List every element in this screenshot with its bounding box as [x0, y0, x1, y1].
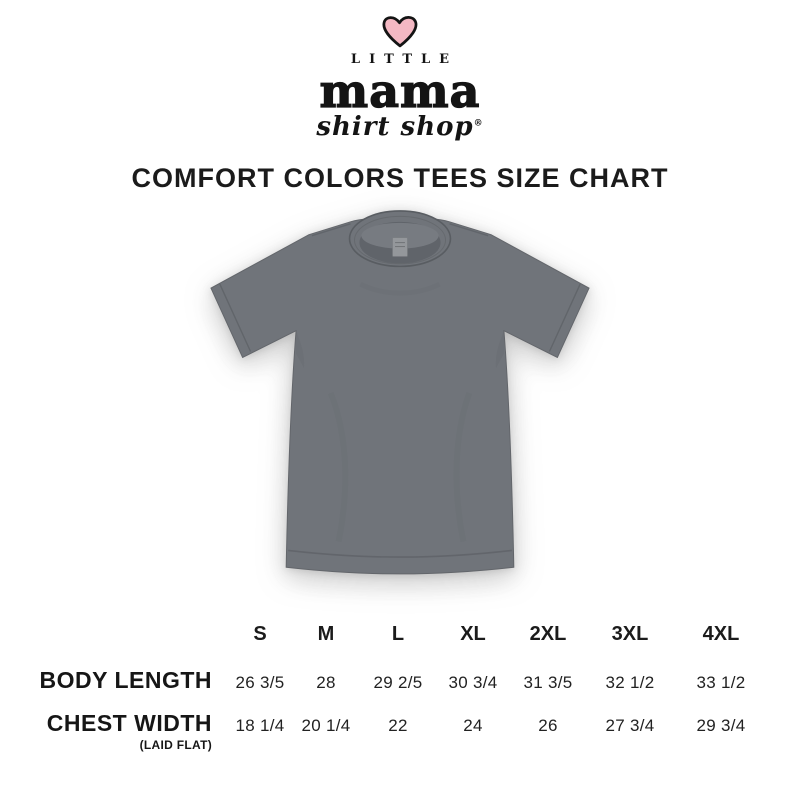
- body-length-3xl: 32 1/2: [605, 673, 655, 693]
- tshirt-photo: [0, 205, 800, 596]
- body-length-4xl: 33 1/2: [696, 673, 746, 693]
- chest-width-2xl: 26: [538, 716, 558, 736]
- body-length-xl: 30 3/4: [448, 673, 498, 693]
- size-column-header-3xl: 3XL: [611, 623, 649, 646]
- heart-shape: [384, 17, 416, 46]
- chest-width-l: 22: [388, 716, 408, 736]
- heart-icon: [380, 14, 420, 49]
- row-label-body-length: BODY LENGTH: [39, 667, 212, 694]
- size-chart-table: [0, 623, 770, 752]
- body-length-s: 26 3/5: [235, 673, 285, 693]
- size-column-header-4xl: 4XL: [702, 623, 740, 646]
- size-column-header-xl: XL: [460, 623, 486, 646]
- body-length-2xl: 31 3/5: [523, 673, 573, 693]
- size-header-row: [0, 623, 770, 646]
- size-column-header-2xl: 2XL: [529, 623, 567, 646]
- row-label-chest-width: CHEST WIDTH: [46, 710, 212, 737]
- tshirt-illustration: [202, 205, 598, 591]
- logo-script-text: shirt shop: [316, 112, 474, 142]
- size-column-header-s: S: [253, 623, 267, 646]
- chest-width-row: [0, 710, 770, 752]
- chest-width-m: 20 1/4: [301, 716, 351, 736]
- row-sublabel-laid-flat: (LAID FLAT): [139, 738, 212, 753]
- chest-width-3xl: 27 3/4: [605, 716, 655, 736]
- logo-word-little: LITTLE: [350, 52, 459, 67]
- tshirt-body: [211, 218, 589, 575]
- chest-width-s: 18 1/4: [235, 716, 285, 736]
- body-length-m: 28: [316, 673, 336, 693]
- registered-trademark-symbol: ®: [473, 118, 484, 129]
- size-column-header-l: L: [391, 623, 405, 646]
- logo-word-mama: mama: [319, 64, 481, 118]
- page-title: COMFORT COLORS TEES SIZE CHART: [131, 163, 669, 194]
- chest-width-4xl: 29 3/4: [696, 716, 746, 736]
- logo-word-shirt-shop: [0, 114, 800, 141]
- body-length-l: 29 2/5: [373, 673, 423, 693]
- shop-logo: [0, 0, 800, 141]
- chest-width-xl: 24: [463, 716, 483, 736]
- size-column-header-m: M: [317, 623, 335, 646]
- body-length-row: [0, 667, 770, 694]
